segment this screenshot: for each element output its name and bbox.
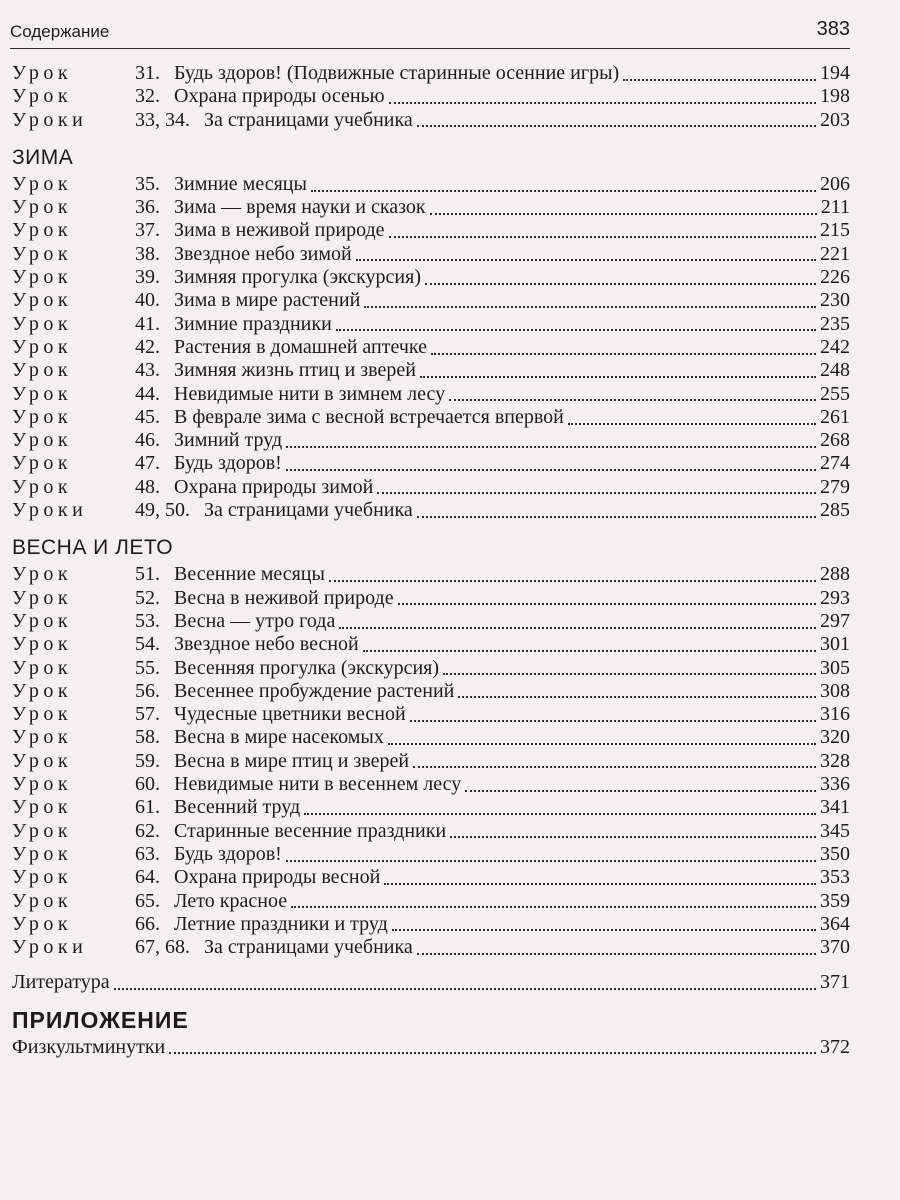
toc-entry[interactable] bbox=[12, 843, 850, 866]
toc-entry[interactable] bbox=[12, 289, 850, 312]
toc-entry[interactable] bbox=[12, 657, 850, 680]
dot-leader bbox=[431, 353, 816, 355]
entry-title: Летние праздники и труд bbox=[174, 912, 388, 935]
entry-number: 56. bbox=[135, 679, 160, 702]
entry-title: Зимние праздники bbox=[174, 312, 332, 335]
entry-kind: Урок bbox=[12, 452, 73, 475]
entry-page: 341 bbox=[820, 796, 850, 819]
entry-number: 51. bbox=[135, 563, 160, 586]
entry-title: Весенний труд bbox=[174, 796, 301, 819]
entry-kind: Урок bbox=[12, 633, 73, 656]
entry-kind: Урок bbox=[12, 475, 73, 498]
dot-leader bbox=[356, 259, 816, 261]
entry-page: 194 bbox=[820, 62, 850, 84]
toc-entry[interactable] bbox=[12, 406, 850, 429]
toc-entry[interactable] bbox=[12, 313, 850, 336]
entry-number: 48. bbox=[135, 475, 160, 498]
entry-title: За страницами учебника bbox=[204, 936, 413, 959]
toc-entry[interactable] bbox=[12, 820, 850, 843]
entry-title: Зимние месяцы bbox=[174, 172, 307, 195]
entry-kind: Урок bbox=[12, 172, 73, 195]
toc-entry[interactable] bbox=[12, 266, 850, 289]
dot-leader bbox=[363, 650, 816, 652]
entry-kind: Урок bbox=[12, 359, 73, 382]
entry-kind: Урок bbox=[12, 889, 73, 912]
entry-title: Будь здоров! bbox=[174, 842, 282, 865]
entry-page: 203 bbox=[820, 108, 850, 131]
entry-title: Будь здоров! bbox=[174, 452, 282, 475]
dot-leader bbox=[413, 766, 816, 768]
dot-leader bbox=[389, 102, 816, 104]
entry-title: Звездное небо зимой bbox=[174, 242, 352, 265]
entry-page: 279 bbox=[820, 475, 850, 498]
entry-title: За страницами учебника bbox=[204, 499, 413, 522]
entry-title: Растения в домашней аптечке bbox=[174, 335, 428, 358]
entry-number: 54. bbox=[135, 633, 160, 656]
entry-number: 63. bbox=[135, 842, 160, 865]
dot-leader bbox=[286, 446, 816, 448]
dot-leader bbox=[568, 423, 816, 425]
entry-page: 274 bbox=[820, 452, 850, 475]
dot-leader bbox=[388, 743, 816, 745]
toc-entry[interactable] bbox=[12, 429, 850, 452]
entry-page: 316 bbox=[820, 703, 850, 726]
entry-title: Лето красное bbox=[174, 889, 288, 912]
toc-entry[interactable] bbox=[12, 703, 850, 726]
entry-number: 42. bbox=[135, 335, 160, 358]
dot-leader bbox=[392, 929, 816, 931]
entry-title: Весенняя прогулка (экскурсия) bbox=[174, 656, 440, 679]
entry-page: 268 bbox=[820, 429, 850, 452]
dot-leader bbox=[291, 906, 816, 908]
dot-leader bbox=[623, 79, 816, 81]
entry-page: 364 bbox=[820, 912, 850, 935]
toc-entry[interactable] bbox=[12, 633, 850, 656]
entry-page: 211 bbox=[820, 196, 850, 219]
entry-number: 45. bbox=[135, 405, 160, 428]
entry-title: Зима в неживой природе bbox=[174, 219, 385, 242]
entry-kind: Урок bbox=[12, 382, 73, 405]
toc-entry[interactable] bbox=[12, 796, 850, 819]
table-of-contents bbox=[12, 62, 850, 1059]
entry-page: 328 bbox=[820, 749, 850, 772]
toc-entry[interactable] bbox=[12, 936, 850, 959]
dot-leader bbox=[364, 306, 816, 308]
entry-page: 288 bbox=[820, 563, 850, 586]
entry-title: Зимняя жизнь птиц и зверей bbox=[174, 359, 416, 382]
toc-entry[interactable] bbox=[12, 219, 850, 242]
entry-number: 62. bbox=[135, 819, 160, 842]
entry-number: 49, 50. bbox=[135, 499, 190, 522]
entry-title: Литература bbox=[12, 971, 110, 994]
dot-leader bbox=[384, 883, 816, 885]
entry-kind: Урок bbox=[12, 819, 73, 842]
entry-kind: Урок bbox=[12, 405, 73, 428]
toc-entry[interactable] bbox=[12, 499, 850, 522]
entry-page: 230 bbox=[820, 289, 850, 312]
toc-entry[interactable] bbox=[12, 336, 850, 359]
dot-leader bbox=[458, 696, 816, 698]
entry-kind: Урок bbox=[12, 219, 73, 242]
entry-number: 52. bbox=[135, 586, 160, 609]
entry-number: 53. bbox=[135, 609, 160, 632]
entry-page: 248 bbox=[820, 359, 850, 382]
entry-page: 345 bbox=[820, 819, 850, 842]
dot-leader bbox=[389, 236, 816, 238]
entry-title: Физкультминутки bbox=[12, 1035, 166, 1058]
entry-title: Охрана природы осенью bbox=[174, 85, 385, 108]
autumn-lessons-list bbox=[12, 62, 850, 132]
entry-title: Весеннее пробуждение растений bbox=[174, 679, 455, 702]
toc-entry[interactable] bbox=[12, 610, 850, 633]
dot-leader bbox=[449, 399, 816, 401]
toc-entry[interactable] bbox=[12, 750, 850, 773]
dot-leader bbox=[417, 125, 816, 127]
entry-page: 221 bbox=[820, 242, 850, 265]
toc-entry[interactable] bbox=[12, 587, 850, 610]
page-number: 383 bbox=[816, 18, 850, 40]
dot-leader bbox=[430, 213, 817, 215]
entry-kind: Урок bbox=[12, 429, 73, 452]
entry-number: 59. bbox=[135, 749, 160, 772]
toc-entry[interactable] bbox=[12, 773, 850, 796]
entry-number: 39. bbox=[135, 266, 160, 289]
dot-leader bbox=[329, 580, 816, 582]
entry-kind: Урок bbox=[12, 912, 73, 935]
entry-number: 36. bbox=[135, 196, 160, 219]
dot-leader bbox=[114, 988, 816, 990]
entry-number: 46. bbox=[135, 429, 160, 452]
entry-kind: Урок bbox=[12, 609, 73, 632]
entry-number: 38. bbox=[135, 242, 160, 265]
entry-title: Зимняя прогулка (экскурсия) bbox=[174, 266, 421, 289]
entry-page: 242 bbox=[820, 335, 850, 358]
entry-page: 285 bbox=[820, 499, 850, 522]
entry-kind: Урок bbox=[12, 289, 73, 312]
entry-kind: Урок bbox=[12, 773, 73, 796]
entry-kind: Урок bbox=[12, 335, 73, 358]
dot-leader bbox=[377, 492, 816, 494]
entry-kind: Урок bbox=[12, 796, 73, 819]
entry-page: 293 bbox=[820, 586, 850, 609]
entry-title: Весна в мире птиц и зверей bbox=[174, 749, 410, 772]
entry-page: 353 bbox=[820, 866, 850, 889]
entry-number: 65. bbox=[135, 889, 160, 912]
entry-number: 64. bbox=[135, 866, 160, 889]
entry-title: Весна в мире насекомых bbox=[174, 726, 384, 749]
entry-page: 370 bbox=[820, 936, 850, 959]
toc-entry[interactable] bbox=[12, 109, 850, 132]
dot-leader bbox=[450, 836, 816, 838]
entry-title: Зима — время науки и сказок bbox=[174, 196, 426, 219]
entry-kind: Урок bbox=[12, 842, 73, 865]
entry-number: 33, 34. bbox=[135, 108, 190, 131]
entry-page: 235 bbox=[820, 312, 850, 335]
entry-title: Чудесные цветники весной bbox=[174, 703, 406, 726]
entry-title: Охрана природы зимой bbox=[174, 475, 374, 498]
entry-title: Весна — утро года bbox=[174, 609, 336, 632]
toc-entry[interactable] bbox=[12, 243, 850, 266]
entry-number: 32. bbox=[135, 85, 160, 108]
dot-leader bbox=[311, 190, 816, 192]
dot-leader bbox=[417, 516, 816, 518]
entry-title: Звездное небо весной bbox=[174, 633, 359, 656]
entry-number: 61. bbox=[135, 796, 160, 819]
entry-number: 43. bbox=[135, 359, 160, 382]
entry-page: 308 bbox=[820, 679, 850, 702]
entry-number: 44. bbox=[135, 382, 160, 405]
entry-number: 35. bbox=[135, 172, 160, 195]
entry-title: Будь здоров! (Подвижные старинные осенние игры) bbox=[174, 62, 620, 84]
entry-number: 40. bbox=[135, 289, 160, 312]
toc-entry[interactable] bbox=[12, 173, 850, 196]
dot-leader bbox=[169, 1052, 816, 1054]
entry-kind: Урок bbox=[12, 85, 73, 108]
entry-number: 55. bbox=[135, 656, 160, 679]
dot-leader bbox=[339, 627, 816, 629]
entry-page: 215 bbox=[820, 219, 850, 242]
entry-page: 206 bbox=[820, 172, 850, 195]
entry-number: 57. bbox=[135, 703, 160, 726]
entry-kind: Уроки bbox=[12, 936, 88, 959]
entry-page: 371 bbox=[820, 971, 850, 994]
section-heading-spring-summer: ВЕСНА И ЛЕТО bbox=[12, 536, 174, 560]
dot-leader bbox=[398, 603, 816, 605]
entry-page: 372 bbox=[820, 1035, 850, 1058]
entry-kind: Урок bbox=[12, 703, 73, 726]
entry-kind: Урок bbox=[12, 656, 73, 679]
entry-page: 255 bbox=[820, 382, 850, 405]
entry-kind: Уроки bbox=[12, 499, 88, 522]
entry-page: 350 bbox=[820, 842, 850, 865]
dot-leader bbox=[465, 790, 816, 792]
entry-kind: Урок bbox=[12, 679, 73, 702]
entry-title: Весна в неживой природе bbox=[174, 586, 394, 609]
entry-kind: Урок bbox=[12, 266, 73, 289]
toc-entry[interactable] bbox=[12, 452, 850, 475]
toc-entry[interactable] bbox=[12, 866, 850, 889]
dot-leader bbox=[304, 813, 816, 815]
entry-page: 261 bbox=[820, 405, 850, 428]
dot-leader bbox=[286, 860, 816, 862]
entry-number: 41. bbox=[135, 312, 160, 335]
toc-entry[interactable] bbox=[12, 680, 850, 703]
entry-kind: Уроки bbox=[12, 108, 88, 131]
entry-title: За страницами учебника bbox=[204, 108, 413, 131]
entry-number: 60. bbox=[135, 773, 160, 796]
entry-title: Зимний труд bbox=[174, 429, 283, 452]
entry-kind: Урок bbox=[12, 242, 73, 265]
toc-entry[interactable] bbox=[12, 359, 850, 382]
entry-kind: Урок bbox=[12, 62, 73, 84]
toc-entry-appendix[interactable] bbox=[12, 1036, 850, 1059]
toc-entry-literature[interactable] bbox=[12, 971, 850, 994]
entry-kind: Урок bbox=[12, 866, 73, 889]
entry-page: 336 bbox=[820, 773, 850, 796]
dot-leader bbox=[420, 376, 816, 378]
dot-leader bbox=[417, 953, 816, 955]
entry-number: 58. bbox=[135, 726, 160, 749]
entry-page: 320 bbox=[820, 726, 850, 749]
section-heading-appendix: ПРИЛОЖЕНИЕ bbox=[12, 1006, 189, 1033]
entry-title: Охрана природы весной bbox=[174, 866, 381, 889]
entry-title: Весенние месяцы bbox=[174, 563, 325, 586]
toc-entry[interactable] bbox=[12, 913, 850, 936]
dot-leader bbox=[410, 720, 816, 722]
entry-page: 301 bbox=[820, 633, 850, 656]
spring-lessons-list bbox=[12, 563, 850, 959]
toc-entry[interactable] bbox=[12, 62, 850, 85]
entry-kind: Урок bbox=[12, 196, 73, 219]
entry-title: Невидимые нити в зимнем лесу bbox=[174, 382, 446, 405]
entry-number: 47. bbox=[135, 452, 160, 475]
dot-leader bbox=[336, 329, 816, 331]
entry-number: 31. bbox=[135, 62, 160, 84]
entry-page: 297 bbox=[820, 609, 850, 632]
dot-leader bbox=[286, 469, 816, 471]
running-head: Содержание bbox=[10, 22, 110, 41]
entry-page: 305 bbox=[820, 656, 850, 679]
entry-title: Зима в мире растений bbox=[174, 289, 361, 312]
entry-kind: Урок bbox=[12, 586, 73, 609]
entry-kind: Урок bbox=[12, 312, 73, 335]
section-heading-winter: ЗИМА bbox=[12, 145, 74, 169]
toc-entry[interactable] bbox=[12, 890, 850, 913]
toc-entry[interactable] bbox=[12, 476, 850, 499]
toc-entry[interactable] bbox=[12, 726, 850, 749]
entry-number: 66. bbox=[135, 912, 160, 935]
entry-kind: Урок bbox=[12, 563, 73, 586]
entry-title: В феврале зима с весной встречается впервой bbox=[174, 405, 564, 428]
entry-page: 226 bbox=[820, 266, 850, 289]
toc-entry[interactable] bbox=[12, 383, 850, 406]
entry-title: Невидимые нити в весеннем лесу bbox=[174, 773, 462, 796]
page-header bbox=[10, 18, 850, 49]
entry-number: 67, 68. bbox=[135, 936, 190, 959]
toc-entry[interactable] bbox=[12, 196, 850, 219]
winter-lessons-list bbox=[12, 173, 850, 522]
entry-number: 37. bbox=[135, 219, 160, 242]
entry-page: 359 bbox=[820, 889, 850, 912]
toc-entry[interactable] bbox=[12, 85, 850, 108]
dot-leader bbox=[425, 283, 816, 285]
entry-kind: Урок bbox=[12, 726, 73, 749]
entry-page: 198 bbox=[820, 85, 850, 108]
dot-leader bbox=[443, 673, 816, 675]
toc-entry[interactable] bbox=[12, 563, 850, 586]
entry-title: Старинные весенние праздники bbox=[174, 819, 447, 842]
entry-kind: Урок bbox=[12, 749, 73, 772]
